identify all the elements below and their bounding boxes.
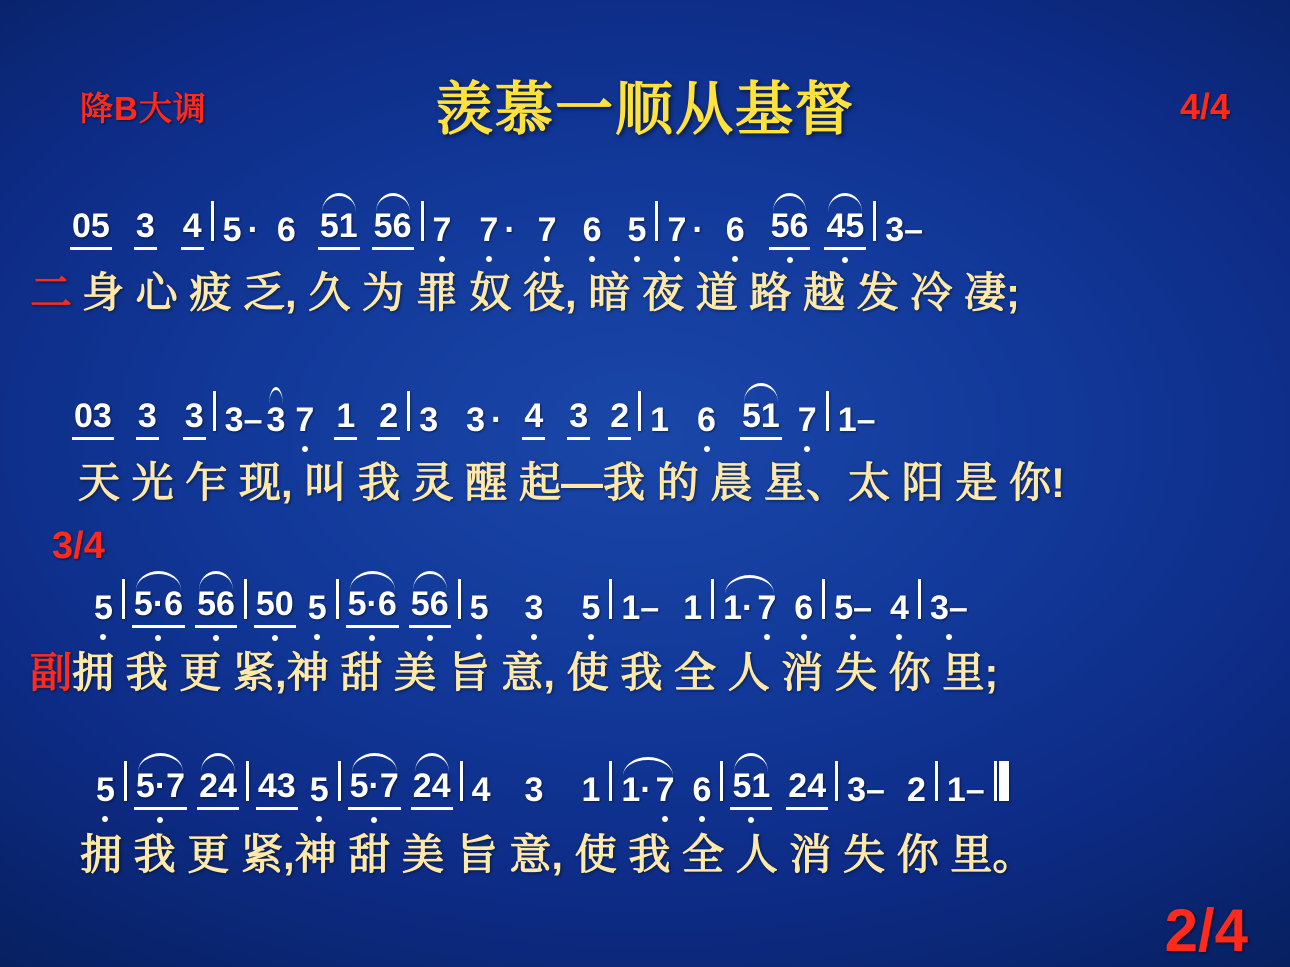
final-barline — [999, 761, 1009, 801]
barline — [246, 761, 249, 801]
tie-mark — [265, 401, 288, 440]
barline — [873, 201, 876, 241]
barline — [213, 391, 216, 431]
note: 2 — [608, 397, 631, 440]
time-signature: 4/4 — [1179, 86, 1230, 127]
barline — [336, 579, 339, 619]
note: 51 — [318, 207, 360, 250]
page-number: 2/4 — [1164, 897, 1248, 964]
note: 7 — [432, 211, 452, 249]
lyric-row — [0, 450, 1290, 508]
note: 56 — [195, 585, 237, 628]
note: 3 — [466, 401, 486, 439]
note: 3 — [136, 397, 159, 440]
note: 5 — [96, 771, 115, 809]
note: 56 — [372, 207, 414, 250]
lyric-row — [0, 260, 1290, 318]
page-title: 羡慕一顺从基督 — [434, 77, 855, 142]
note: 1– — [621, 589, 660, 627]
music-system-verse-2-line-2 — [0, 382, 1290, 508]
tie-mark — [197, 767, 239, 810]
note: 2 — [377, 397, 400, 440]
tie-mark — [318, 207, 360, 250]
note: 3– — [224, 401, 263, 439]
note: 3 — [134, 207, 157, 250]
note: 1 — [650, 401, 670, 439]
notation-row — [0, 570, 1290, 628]
notation-row: 05 3 4 5 · 6 51 56 7 7 · 7 6 5 7 · 6 56 45 3– — [0, 192, 1290, 250]
note: 5·6 — [346, 585, 399, 628]
note: 24 — [197, 767, 239, 810]
key-signature: 降B大调 — [80, 90, 207, 127]
barline — [460, 761, 463, 801]
barline — [338, 761, 341, 801]
barline — [935, 761, 938, 801]
note: 24 — [411, 767, 453, 810]
note: 4 — [471, 771, 491, 809]
note: 7 — [667, 211, 687, 249]
barline — [609, 579, 612, 619]
tie-mark — [769, 207, 811, 250]
note: 1· — [723, 589, 754, 627]
note: 7 — [797, 401, 817, 439]
note: 5 — [94, 589, 113, 627]
note: 5 — [581, 589, 601, 627]
note: 1· — [621, 771, 652, 809]
tie-mark — [132, 585, 185, 628]
chorus-marker: 副 — [30, 649, 73, 696]
tie-mark — [195, 585, 237, 628]
music-system-chorus-line-1 — [0, 570, 1290, 698]
note: 5– — [834, 589, 873, 627]
barline — [638, 391, 641, 431]
note: 3– — [929, 589, 968, 627]
note: 05 — [70, 207, 112, 250]
barline — [994, 761, 997, 801]
lyric-text: 天 光 乍 现, 叫 我 灵 醒 起—我 的 晨 星、太 阳 是 你! — [78, 459, 1066, 506]
verse-marker: 二 — [30, 269, 73, 316]
lyric-text: 拥 我 更 紧,神 甜 美 旨 意, 使 我 全 人 消 失 你 里。 — [80, 831, 1035, 878]
tie-mark — [411, 767, 453, 810]
note: 1 — [334, 397, 357, 440]
note: 6 — [692, 771, 712, 809]
note: 51 — [730, 767, 772, 810]
music-system-chorus-line-2 — [0, 752, 1290, 880]
barline — [421, 201, 424, 241]
barline — [720, 761, 723, 801]
note: 50 — [254, 585, 296, 628]
inline-time-signature: 3/4 — [52, 525, 105, 567]
tie-mark — [721, 589, 778, 628]
note: 5 — [309, 771, 329, 809]
note: 7 — [479, 211, 499, 249]
note: 51 — [740, 397, 782, 440]
music-system-verse-2 — [0, 192, 1290, 318]
barline — [211, 201, 214, 241]
note: 1 — [581, 771, 601, 809]
note: 3 — [266, 401, 286, 439]
note: 2 — [906, 771, 926, 809]
barline — [835, 761, 838, 801]
note: 6 — [794, 589, 814, 627]
tie-mark — [372, 207, 414, 250]
note: 5·6 — [132, 585, 185, 628]
note: 6 — [582, 211, 602, 249]
note: 5 — [307, 589, 327, 627]
note: 03 — [72, 397, 114, 440]
barline — [609, 761, 612, 801]
note: 7 — [295, 401, 315, 439]
note: 5·7 — [348, 767, 401, 810]
note: 5 — [469, 589, 489, 627]
notation-row — [0, 752, 1290, 810]
note: 4 — [181, 207, 204, 250]
note: 43 — [256, 767, 298, 810]
note: 3 — [567, 397, 590, 440]
barline — [124, 761, 127, 801]
tie-mark — [346, 585, 399, 628]
note: 7 — [537, 211, 557, 249]
note: 1 — [683, 589, 703, 627]
tie-mark — [409, 585, 451, 628]
note: 4 — [890, 589, 909, 627]
note: 7 — [757, 589, 777, 627]
tie-mark — [348, 767, 401, 810]
note: 1– — [946, 771, 985, 809]
note: 5·7 — [134, 767, 187, 810]
note: 56 — [409, 585, 451, 628]
tie-mark — [134, 767, 187, 810]
barline — [826, 391, 829, 431]
note: 45 — [824, 207, 866, 250]
barline — [122, 579, 125, 619]
note: 4 — [522, 397, 545, 440]
barline — [711, 579, 714, 619]
note: 3– — [847, 771, 885, 809]
tie-mark — [730, 767, 772, 810]
note: 3 — [183, 397, 206, 440]
lyric-row — [0, 822, 1290, 880]
lyric-text: 身 心 疲 乏, 久 为 罪 奴 役, 暗 夜 道 路 越 发 冷 凄; — [82, 269, 1021, 316]
barline — [458, 579, 461, 619]
note: 56 — [769, 207, 811, 250]
note: 3– — [885, 211, 924, 249]
note: 3 — [524, 771, 544, 809]
note: 5 — [222, 211, 242, 249]
barline — [822, 579, 825, 619]
barline — [407, 391, 410, 431]
tie-mark — [824, 207, 866, 250]
note: 6 — [725, 211, 745, 249]
note: 1– — [837, 401, 876, 439]
note: 5 — [627, 211, 647, 249]
tie-mark — [740, 397, 782, 440]
lyric-text: 拥 我 更 紧,神 甜 美 旨 意, 使 我 全 人 消 失 你 里; — [72, 649, 999, 696]
note: 24 — [786, 767, 828, 810]
barline — [918, 579, 921, 619]
note: 7 — [655, 771, 675, 809]
barline — [244, 579, 247, 619]
note: 3 — [419, 401, 439, 439]
lyric-row — [0, 640, 1290, 698]
tie-mark — [619, 771, 676, 810]
barline — [655, 201, 658, 241]
notation-row: 03 3 3 3– 3 7 1 2 3 3 · 4 3 2 1 6 51 7 1– — [0, 382, 1290, 440]
note: 6 — [697, 401, 716, 439]
note: 3 — [524, 589, 544, 627]
note: 6 — [276, 211, 296, 249]
